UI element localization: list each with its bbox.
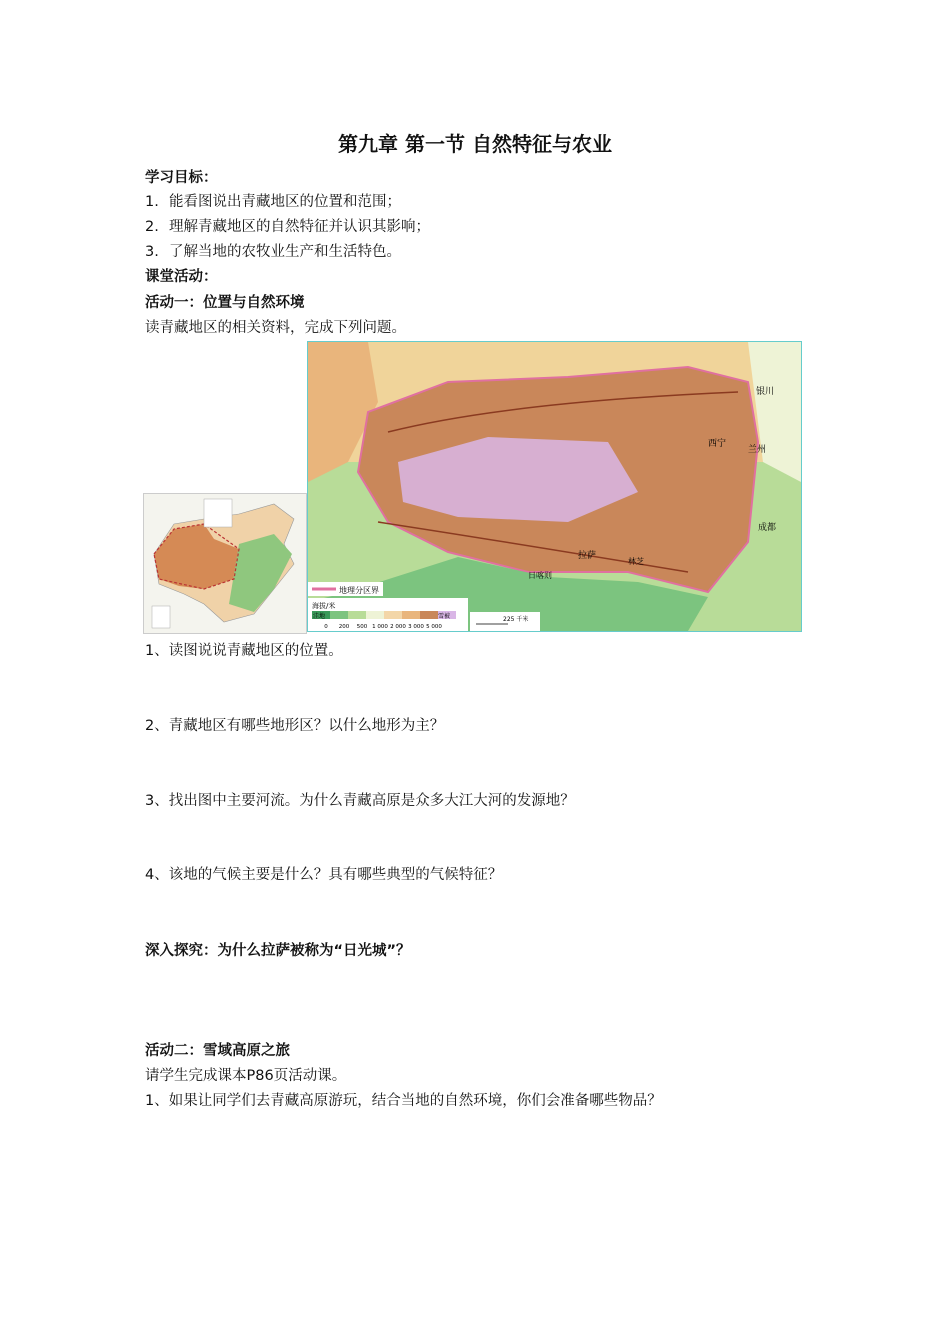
legend-swatch — [384, 611, 402, 619]
legend-tick: 1 000 — [372, 624, 388, 630]
city-label: 拉萨 — [578, 551, 597, 561]
question: 2、青藏地区有哪些地形区？以什么地形为主？ — [145, 718, 445, 734]
goals-heading: 学习目标： — [145, 170, 218, 186]
scale-label: 225 千米 — [503, 616, 529, 623]
legend-swatch — [330, 611, 348, 619]
city-label: 日喀则 — [528, 571, 552, 580]
question: 1、如果让同学们去青藏高原游玩，结合当地的自然环境，你们会准备哪些物品？ — [145, 1093, 662, 1109]
activity1-intro: 读青藏地区的相关资料，完成下列问题。 — [145, 320, 406, 336]
legend-tick: 5 000 — [426, 624, 442, 630]
legend-label: 雪被 — [438, 613, 451, 620]
legend-swatch — [420, 611, 438, 619]
legend-tick: 0 — [324, 624, 328, 630]
goal-num: 3. — [145, 244, 159, 260]
activity2-heading: 活动二：雪域高原之旅 — [145, 1043, 290, 1059]
goal-text: 能看图说出青藏地区的位置和范围； — [169, 194, 401, 210]
city-label: 成都 — [758, 523, 777, 533]
question: 4、该地的气候主要是什么？具有哪些典型的气候特征？ — [145, 867, 503, 883]
china-inset-map — [143, 493, 307, 634]
legend-swatch — [366, 611, 384, 619]
city-label: 西宁 — [708, 439, 727, 449]
legend-label: 洼地 — [313, 613, 326, 620]
legend-tick: 3 000 — [408, 624, 424, 630]
explore-question: 深入探究：为什么拉萨被称为“日光城”？ — [145, 943, 411, 959]
legend-tick: 500 — [356, 624, 368, 630]
legend-swatch — [348, 611, 366, 619]
question: 1、读图说说青藏地区的位置。 — [145, 643, 343, 659]
goal-text: 了解当地的农牧业生产和生活特色。 — [169, 244, 401, 260]
question: 3、找出图中主要河流。为什么青藏高原是众多大江大河的发源地？ — [145, 793, 575, 809]
goal-item — [145, 242, 401, 262]
legend-tick: 2 000 — [390, 624, 406, 630]
qinghai-tibet-map — [307, 341, 802, 632]
page-title: 第九章 第一节 自然特征与农业 — [338, 132, 612, 156]
legend-elev-title: 海拔/米 — [312, 602, 336, 610]
legend-tick: 200 — [338, 624, 350, 630]
goal-item — [145, 192, 401, 212]
legend-swatch — [402, 611, 420, 619]
activity2-intro: 请学生完成课本P86页活动课。 — [145, 1068, 347, 1084]
class-heading: 课堂活动： — [145, 269, 218, 285]
city-label: 林芝 — [628, 557, 644, 566]
activity1-heading: 活动一：位置与自然环境 — [145, 295, 305, 311]
goal-text: 理解青藏地区的自然特征并认识其影响； — [169, 219, 430, 235]
city-label: 银川 — [756, 387, 775, 397]
legend-boundary: 地理分区界 — [339, 586, 379, 595]
city-label: 兰州 — [748, 445, 767, 455]
goal-item — [145, 217, 430, 237]
goal-num: 1. — [145, 194, 159, 210]
goal-num: 2. — [145, 219, 159, 235]
